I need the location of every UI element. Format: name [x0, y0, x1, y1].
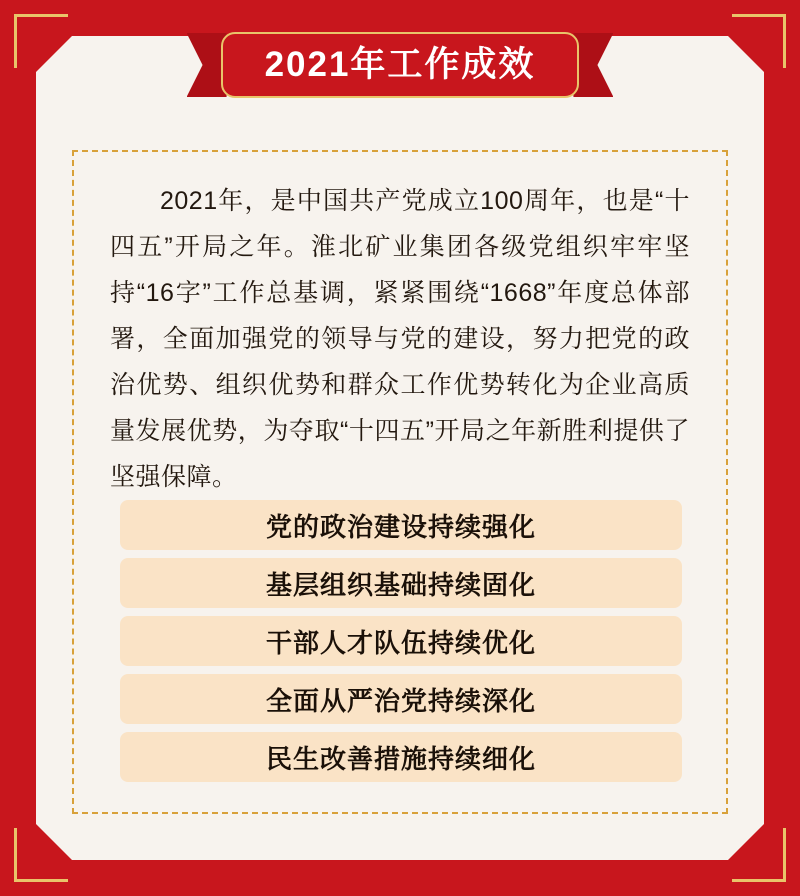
body-paragraph: 2021年，是中国共产党成立100周年，也是“十四五”开局之年。淮北矿业集团各级党组织牢牢坚持“16字”工作总基调，紧紧围绕“1668”年度总体部署，全面加强党的领导与党的建设，努力把党的政治优势、组织优势和群众工作优势转化为企业高质量发展优势，为夺取“十四五”开局之年新胜利提供了坚强保障。: [110, 187, 690, 491]
list-item: [120, 500, 682, 550]
list-item-label: 基层组织基础持续固化: [265, 569, 536, 600]
list-item: [120, 616, 682, 666]
list-item-label: 党的政治建设持续强化: [265, 511, 536, 542]
list-item: [120, 558, 682, 608]
list-item: [120, 674, 682, 724]
list-item-label: 干部人才队伍持续优化: [265, 627, 536, 658]
list-item-label: 全面从严治党持续深化: [265, 685, 536, 716]
title-ribbon: [0, 26, 800, 104]
list-item: [120, 732, 682, 782]
ribbon-center-panel: [221, 32, 580, 98]
highlight-list: [120, 500, 682, 790]
list-item-label: 民生改善措施持续细化: [265, 743, 536, 774]
ribbon-tail-right: [573, 33, 613, 97]
page-title: 2021年工作成效: [264, 45, 536, 84]
